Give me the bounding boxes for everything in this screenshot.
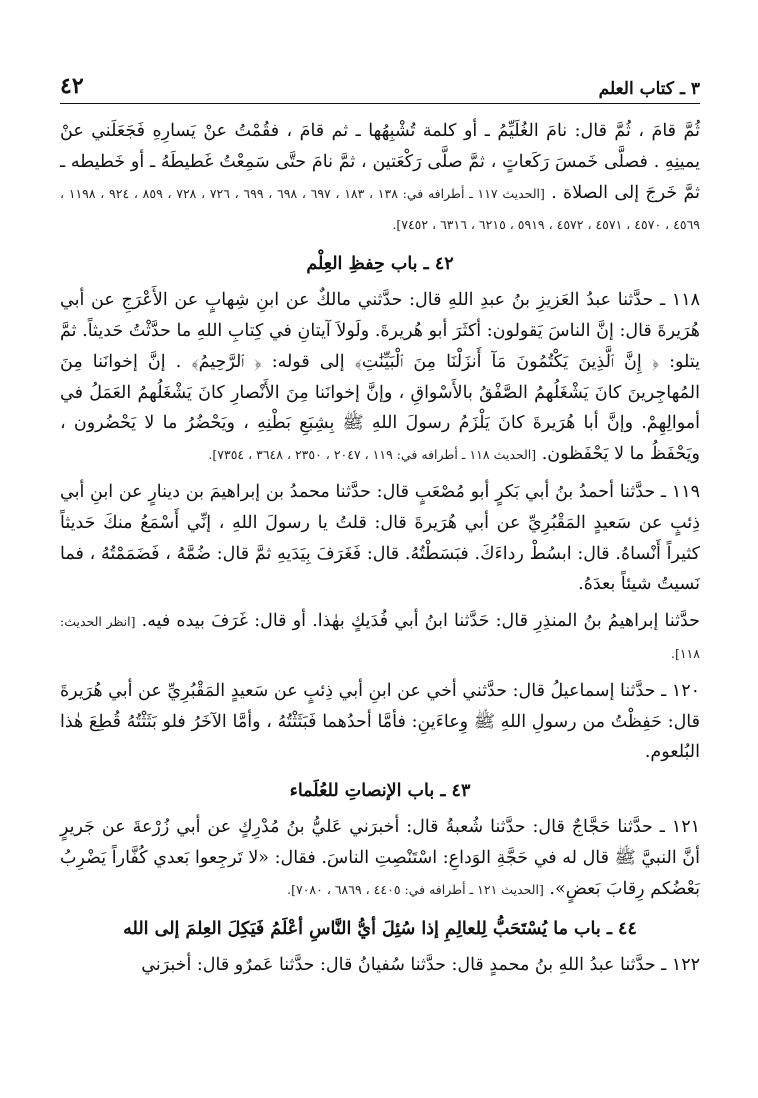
cross-reference: [انظر الحديث: ١١٨]. [60, 614, 700, 661]
running-head [60, 74, 700, 104]
hadith-122 [60, 950, 700, 981]
hadith-120 [60, 676, 700, 768]
paragraph-text: حدَّثنا إبراهيمُ بنُ المنذِرِ قال: حَدَّثنا ابنُ أبي فُدَيكٍ بهٰذا. أو قال: غَرَفَ بيده فيه. [141, 611, 700, 632]
hadith-118 [60, 285, 700, 471]
paragraph-text: ١١٩ ـ حدَّثنا أحمدُ بنُ أبي بَكرٍ أبو مُصْعَبٍ قال: حدَّثنا محمدُ بن إبراهيمَ بن دينارٍ عن ابنِ أبي ذِئبٍ عن سَعيدٍ المَقْبُرِيِّ عن أبي هُرَيرةَ قال: قلتُ يا رسولَ اللهِ ، إنِّي أَسْمَعُ منكَ حَديثاً كثيراً أَنْساهُ. قال: ابسُطْ رداءَكَ. فبَسَطْتُهُ. قال: فَغَرَفَ بِيَدَيهِ ثمَّ قال: ضُمَّهُ ، فَضَمَمْتُهُ ، فما نَسيتُ شيئاً بعدَهُ. [60, 481, 700, 595]
cross-reference: [الحديث ١١٨ ـ أطرافه في: ١١٩ ، ٢٠٤٧ ، ٢٣٥٠ ، ٣٦٤٨ ، ٧٣٥٤]. [208, 447, 537, 463]
cross-reference: [الحديث ١١٧ ـ أطرافه في: ١٣٨ ، ١٨٣ ، ٦٩٧ ، ٦٩٨ ، ٦٩٩ ، ٧٢٦ ، ٧٢٨ ، ٨٥٩ ، ٩٢٤ ، ١١٩٨ ، ٤٥٦٩ ، ٤٥٧٠ ، ٤٥٧١ ، ٤٥٧٢ ، ٥٩١٩ ، ٦٢١٥ ، ٦٣١٦ ، ٧٤٥٢]. [60, 185, 700, 233]
cross-reference: [الحديث ١٢١ ـ أطرافه في: ٤٤٠٥ ، ٦٨٦٩ ، ٧٠٨٠]. [287, 881, 544, 897]
book-title: ٣ ـ كتاب العلم [598, 79, 700, 99]
chapter-heading-42: ٤٢ ـ باب حِفظِ العِلْم [306, 254, 454, 275]
hadith-121 [60, 812, 700, 905]
chapter-heading-43: ٤٣ ـ باب الإنصاتِ للعُلَماء [289, 781, 471, 802]
paragraph-text: ١٢١ ـ حدَّثنا حَجَّاجٌ قال: حدَّثنا شُعبةُ قال: أخبرَني عَليُّ بنُ مُدْرِكٍ عن أبي زُرْعةَ عن جَريرٍ أنَّ النبيَّ ﷺ قال له في حَجَّةِ الوَداعِ: اسْتَنْصِتِ الناسَ. فقال: «لا تَرجِعوا بَعدي كُفَّاراً يَضْرِبُ بَعْضُكم رِقابَ بَعضٍ». [60, 817, 700, 899]
paragraph-text: ١٢٠ ـ حدَّثنا إسماعيلُ قال: حدَّثني أخي عن ابنِ أبي ذِئبٍ عن سَعيدٍ المَقْبُرِيِّ عن أبي هُرَيرةَ قال: حَفِظْتُ من رسولِ اللهِ ﷺ وِعاءَينِ: فأمَّا أحدُهما فَبَثَثْتُهُ ، وأمَّا الآخَرُ فلو بَثَثْتُهُ قُطِعَ هٰذا البُلعوم. [60, 680, 700, 763]
paragraph-text: ١٢٢ ـ حدَّثنا عبدُ اللهِ بنُ محمدٍ قال: حدَّثنا سُفيانُ قال: حدَّثنا عَمرٌو قال: أخبرَني [141, 954, 700, 975]
paragraph-text: ثُمَّ قامَ ، ثُمَّ قال: نامَ الغُلَيِّمُ ـ أو كلمة تُشْبِهُها ـ ثم قامَ ، فقُمْتُ عنْ يَسارِهِ فَجَعَلَني عنْ يمينِهِ . فصلَّى خَمسَ رَكَعاتٍ ، ثمَّ صلَّى رَكْعَتين ، ثمَّ نامَ حتَّى سَمِعْتُ غَطيطَهُ ـ أو خَطيطه ـ ثمَّ خَرجَ إلى الصلاة . [60, 121, 700, 203]
hadith-119 [60, 477, 700, 600]
page-content [60, 116, 700, 980]
chapter-heading-44: ٤٤ ـ باب ما يُسْتَحَبُّ لِلعالِمِ إذا سُئِلَ أيُّ النَّاسِ أعْلَمُ فَيَكِلَ العِلمَ إلى الله [123, 918, 637, 939]
hadith-119-variant [60, 606, 700, 670]
paragraph-text: ١١٨ ـ حدَّثنا عبدُ العَزيزِ بنُ عبدِ اللهِ قال: حدَّثني مالكٌ عن ابنِ شِهابٍ عن الأَعْرَجِ عن أبي هُرَيرةَ قال: إنَّ الناسَ يَقولون: أكثَرَ أبو هُريرةَ. ولَولاَ آيتانِ في كِتابِ اللهِ ما حدَّثْتُ حَديثاً. ثمَّ يتلو: ﴿ إِنَّ ٱلَّذِينَ يَكْتُمُونَ مَآ أَنزَلْنَا مِنَ ٱلْبَيِّنَٰتِ﴾ إلى قوله: ﴿ ٱلرَّحِيمُ﴾ . إنَّ إخوانَنا مِنَ المُهاجِرينَ كانَ يَشْغَلُهمُ الصَّفْقُ بالأَسْواقِ ، وإنَّ إخوانَنا مِنَ الأَنْصارِ كانَ يَشْغَلُهمُ العَمَلُ في أموالِهِمْ. وإنَّ أبا هُرَيرةَ كانَ يَلْزَمُ رسولَ اللهِ ﷺ بِشِبَعِ بَطْنِهِ ، ويَحْضُرُ ما لا يَحْضُرون ، ويَحْفَظُ ما لا يَحْفَظون. [60, 290, 700, 465]
paragraph-continuation [60, 116, 700, 241]
page-number: ٤٢ [60, 73, 84, 99]
